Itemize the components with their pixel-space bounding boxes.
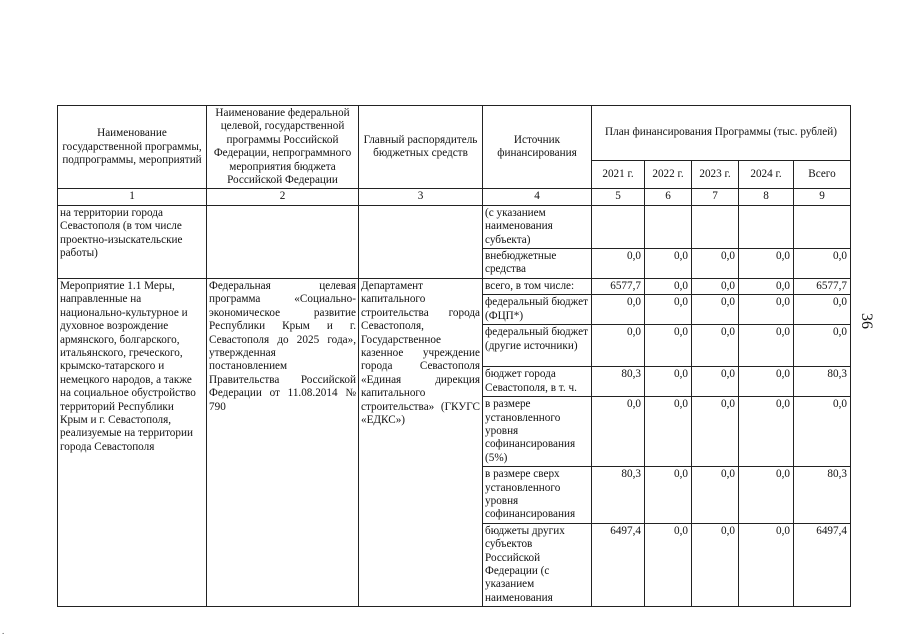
value-2023: 0,0: [692, 325, 739, 367]
value-2021: 80,3: [592, 367, 645, 397]
value-2024: 0,0: [739, 467, 794, 524]
funding-source: федеральный бюджет (другие источники): [483, 325, 592, 367]
value-2022: 0,0: [645, 249, 692, 279]
value-2024: 0,0: [739, 295, 794, 325]
value-total: 0,0: [794, 249, 851, 279]
header-year-2022: 2022 г.: [645, 161, 692, 189]
value-2023: 0,0: [692, 367, 739, 397]
value-2023: 0,0: [692, 249, 739, 279]
col-number: 9: [794, 189, 851, 205]
continued-program-name: на территории города Севастополя (в том числе проектно-изыскательские работы): [58, 205, 207, 278]
col-number: 1: [58, 189, 207, 205]
value-total: 80,3: [794, 367, 851, 397]
value-2024: 0,0: [739, 397, 794, 467]
value-cell: [794, 205, 851, 248]
header-total: Всего: [794, 161, 851, 189]
value-2023: 0,0: [692, 397, 739, 467]
header-year-2021: 2021 г.: [592, 161, 645, 189]
value-cell: [692, 205, 739, 248]
header-federal-program: Наименование федеральной целевой, государственной программы Российской Федерации, непрограммного мероприятия бюджета Российской Федерации: [207, 106, 359, 189]
col-number: 5: [592, 189, 645, 205]
value-total: 6577,7: [794, 278, 851, 294]
col-number: 7: [692, 189, 739, 205]
value-total: 0,0: [794, 397, 851, 467]
value-2023: 0,0: [692, 278, 739, 294]
measure-budget-manager: Департамент капитального строительства города Севастополя, Государственное казенное учреждение города Севастополя «Единая дирекция капитального строительства» (ГКУГС «ЕДКС»): [359, 278, 483, 606]
col-number: 8: [739, 189, 794, 205]
funding-source: федеральный бюджет (ФЦП*): [483, 295, 592, 325]
header-row-1: [58, 106, 851, 161]
value-2024: 0,0: [739, 325, 794, 367]
value-cell: [592, 205, 645, 248]
value-2022: 0,0: [645, 397, 692, 467]
value-2021: 80,3: [592, 467, 645, 524]
value-2024: 0,0: [739, 278, 794, 294]
value-2021: 0,0: [592, 325, 645, 367]
header-year-2023: 2023 г.: [692, 161, 739, 189]
value-2022: 0,0: [645, 278, 692, 294]
funding-source: (с указанием наименования субъекта): [483, 205, 592, 248]
header-program-name: Наименование государственной программы, подпрограммы, мероприятий: [58, 106, 207, 189]
value-2021: 6497,4: [592, 523, 645, 606]
funding-source: всего, в том числе:: [483, 278, 592, 294]
header-budget-manager: Главный распорядитель бюджетных средств: [359, 106, 483, 189]
value-2022: 0,0: [645, 467, 692, 524]
col-number: 6: [645, 189, 692, 205]
value-total: 0,0: [794, 295, 851, 325]
value-2021: 0,0: [592, 397, 645, 467]
value-total: 6497,4: [794, 523, 851, 606]
table-row: [58, 278, 851, 294]
value-2024: 0,0: [739, 523, 794, 606]
measure-federal-program: Федеральная целевая программа «Социально-экономическое развитие Республики Крым и г. Севастополя до 2025 года», утвержденная постановлением Правительства Российской Федерации от 11.08.2014 № 790: [207, 278, 359, 606]
col-number: 3: [359, 189, 483, 205]
value-2022: 0,0: [645, 523, 692, 606]
funding-source: в размере установленного уровня софинансирования (5%): [483, 397, 592, 467]
value-2023: 0,0: [692, 295, 739, 325]
value-2024: 0,0: [739, 367, 794, 397]
value-2021: 0,0: [592, 249, 645, 279]
financing-table: [57, 105, 851, 607]
measure-name: Мероприятие 1.1 Меры, направленные на национально-культурное и духовное возрождение армянского, болгарского, итальянского, греческого, крымско-татарского и немецкого народов, а также на социальное обустройство территорий Республики Крым и г. Севастополя, реализуемые на территории города Севастополя: [58, 278, 207, 606]
col-number: 2: [207, 189, 359, 205]
corner-mark: .: [2, 626, 5, 636]
header-financing-plan: План финансирования Программы (тыс. рублей): [592, 106, 851, 161]
value-2021: 0,0: [592, 295, 645, 325]
value-2021: 6577,7: [592, 278, 645, 294]
value-total: 0,0: [794, 325, 851, 367]
funding-source: внебюджетные средства: [483, 249, 592, 279]
value-2023: 0,0: [692, 467, 739, 524]
funding-source: в размере сверх установленного уровня софинансирования: [483, 467, 592, 524]
header-year-2024: 2024 г.: [739, 161, 794, 189]
table-row: [58, 205, 851, 248]
continued-budget-manager: [359, 205, 483, 278]
value-total: 80,3: [794, 467, 851, 524]
column-number-row: [58, 189, 851, 205]
continued-federal-program: [207, 205, 359, 278]
col-number: 4: [483, 189, 592, 205]
funding-source: бюджеты других субъектов Российской Федерации (с указанием наименования: [483, 523, 592, 606]
value-2022: 0,0: [645, 325, 692, 367]
funding-source: бюджет города Севастополя, в т. ч.: [483, 367, 592, 397]
value-2022: 0,0: [645, 367, 692, 397]
page-number: 36: [858, 313, 875, 329]
value-2024: 0,0: [739, 249, 794, 279]
header-funding-source: Источник финансирования: [483, 106, 592, 189]
value-cell: [739, 205, 794, 248]
value-cell: [645, 205, 692, 248]
value-2023: 0,0: [692, 523, 739, 606]
value-2022: 0,0: [645, 295, 692, 325]
